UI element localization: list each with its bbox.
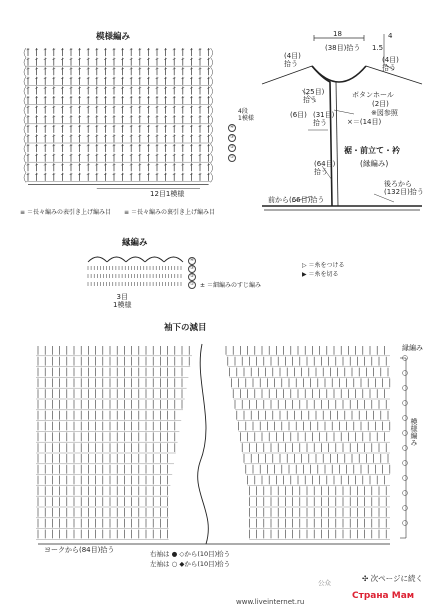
turning-chain [24, 134, 26, 144]
pattern-stitch-chart [22, 44, 222, 184]
turning-chain [24, 115, 26, 125]
body-label-l9: ×＝(14目) [347, 118, 382, 126]
turning-chain [211, 106, 213, 116]
turning-chain [211, 144, 213, 154]
body-label-l2: (4目) 拾う [382, 56, 399, 72]
pattern-row-label-3: ③ [229, 135, 235, 140]
turning-chain [211, 125, 213, 135]
body-front-pick: 前から(66目)拾う [268, 196, 325, 204]
sleeve-note-left-mid: ◆から(10目)拾う [179, 560, 231, 568]
edging-row-label-4: ④ [189, 258, 195, 263]
body-back-pick: 後ろから (132目)拾う [384, 180, 424, 196]
edging-key-cut-text: ＝糸を切る [308, 271, 339, 278]
sleeve-note-left [150, 560, 230, 568]
body-label-l6: ※図参照 [371, 109, 398, 117]
open-circle-icon: ○ [171, 560, 178, 568]
body-label-l3: (25目) 拾う [303, 88, 325, 104]
sleeve-note-right [150, 550, 230, 558]
edging-key-attach [302, 262, 345, 270]
turning-chain [24, 67, 26, 77]
turning-chain [211, 154, 213, 164]
turning-chain [211, 134, 213, 144]
edging-row-label-2: ② [189, 274, 195, 279]
pattern-repeat-rows: 4段 1模様 [238, 108, 254, 122]
turning-chain [24, 106, 26, 116]
pattern-stitch-title: 模様編み [96, 32, 131, 42]
sleeve-title: 袖下の減目 [164, 323, 207, 333]
turning-chain [24, 77, 26, 87]
body-dim-right-1: 4 [388, 32, 393, 40]
edging-key-attach-text: ＝糸をつける [308, 262, 345, 269]
turning-chain [211, 163, 213, 173]
edging-row-label-3: ③ [189, 266, 195, 271]
continue-next-page: ✣ 次ページに続く [362, 574, 424, 583]
sleeve-note-left-text: 左袖は [150, 560, 170, 568]
watermark-brand: Страна Мам [352, 591, 415, 601]
sleeve-side-label: 模様編み [410, 418, 418, 446]
body-label-l7: (6目) [290, 111, 307, 119]
body-top-width: 18 [333, 30, 342, 38]
sleeve-edge-label: 縁編み [402, 344, 423, 352]
body-dim-right-2: 1.5 [372, 44, 384, 52]
pattern-legend-front [20, 209, 111, 217]
sleeve-chart [30, 342, 395, 547]
body-label-l1: (4目) 拾う [284, 52, 301, 68]
source-mark: 公众 [318, 579, 331, 587]
turning-chain [211, 115, 213, 125]
edging-legend-symbol: ± [200, 282, 206, 289]
picot-arc [126, 257, 145, 262]
legend-back-symbol: ≡ [124, 209, 130, 216]
turning-chain [211, 86, 213, 96]
body-label-l8: (31目) 拾う [313, 111, 335, 127]
sleeve-yoke-pick: ヨークから(84目)拾う [44, 546, 115, 554]
filled-circle-icon: ● [171, 550, 178, 558]
picot-arc [164, 257, 183, 262]
attach-yarn-icon: ▷ [302, 262, 307, 269]
edging-key-cut [302, 271, 339, 279]
edging-legend-text: ＝細編みのすじ編み [206, 282, 261, 289]
pattern-row-label-1: ① [229, 155, 235, 160]
turning-chain [24, 125, 26, 135]
legend-front-text: ＝長々編みの表引き上げ編み目 [26, 209, 111, 216]
turning-chain [24, 154, 26, 164]
turning-chain [211, 77, 213, 87]
turning-chain [24, 163, 26, 173]
watermark-url: www.liveinternet.ru [236, 598, 305, 606]
pattern-legend-back [124, 209, 215, 217]
edging-repeat: 3目 1模様 [113, 293, 132, 309]
body-top-pick: (38目)拾う [325, 44, 361, 52]
turning-chain [24, 58, 26, 68]
picot-arc [88, 257, 107, 262]
picot-arc [145, 257, 164, 262]
turning-chain [211, 173, 213, 183]
turning-chain [211, 96, 213, 106]
turning-chain [24, 48, 26, 58]
body-label-l10: (64目) 拾う [314, 160, 336, 176]
body-section-title: 裾・前立て・衿 [344, 146, 400, 155]
turning-chain [24, 144, 26, 154]
turning-chain [24, 173, 26, 183]
legend-front-symbol: ≡ [20, 209, 26, 216]
edging-title: 縁編み [122, 238, 148, 248]
edging-row-label-1: ① [189, 282, 195, 287]
turning-chain [211, 67, 213, 77]
turning-chain [211, 48, 213, 58]
pattern-row-label-4: ④ [229, 125, 235, 130]
turning-chain [24, 96, 26, 106]
body-label-l4: ボタンホール [352, 91, 394, 99]
body-section-sub: (縁編み) [360, 159, 389, 168]
edging-chart [84, 254, 184, 290]
decrease-center-line [198, 344, 209, 544]
body-label-l5: (2目) [372, 100, 389, 108]
turning-chain [24, 86, 26, 96]
sleeve-note-right-mid: ◇から(10目)拾う [179, 550, 231, 558]
edging-legend [200, 282, 261, 290]
pattern-repeat-width: 12目1模様 [150, 190, 185, 198]
turning-chain [211, 58, 213, 68]
pattern-row-label-2: ② [229, 145, 235, 150]
cut-yarn-icon: ▶ [302, 271, 307, 278]
sleeve-note-right-text: 右袖は [150, 550, 170, 558]
picot-arc [107, 257, 126, 262]
sleeve-side-bracket [398, 358, 410, 538]
legend-back-text: ＝長々編みの裏引き上げ編み目 [130, 209, 215, 216]
